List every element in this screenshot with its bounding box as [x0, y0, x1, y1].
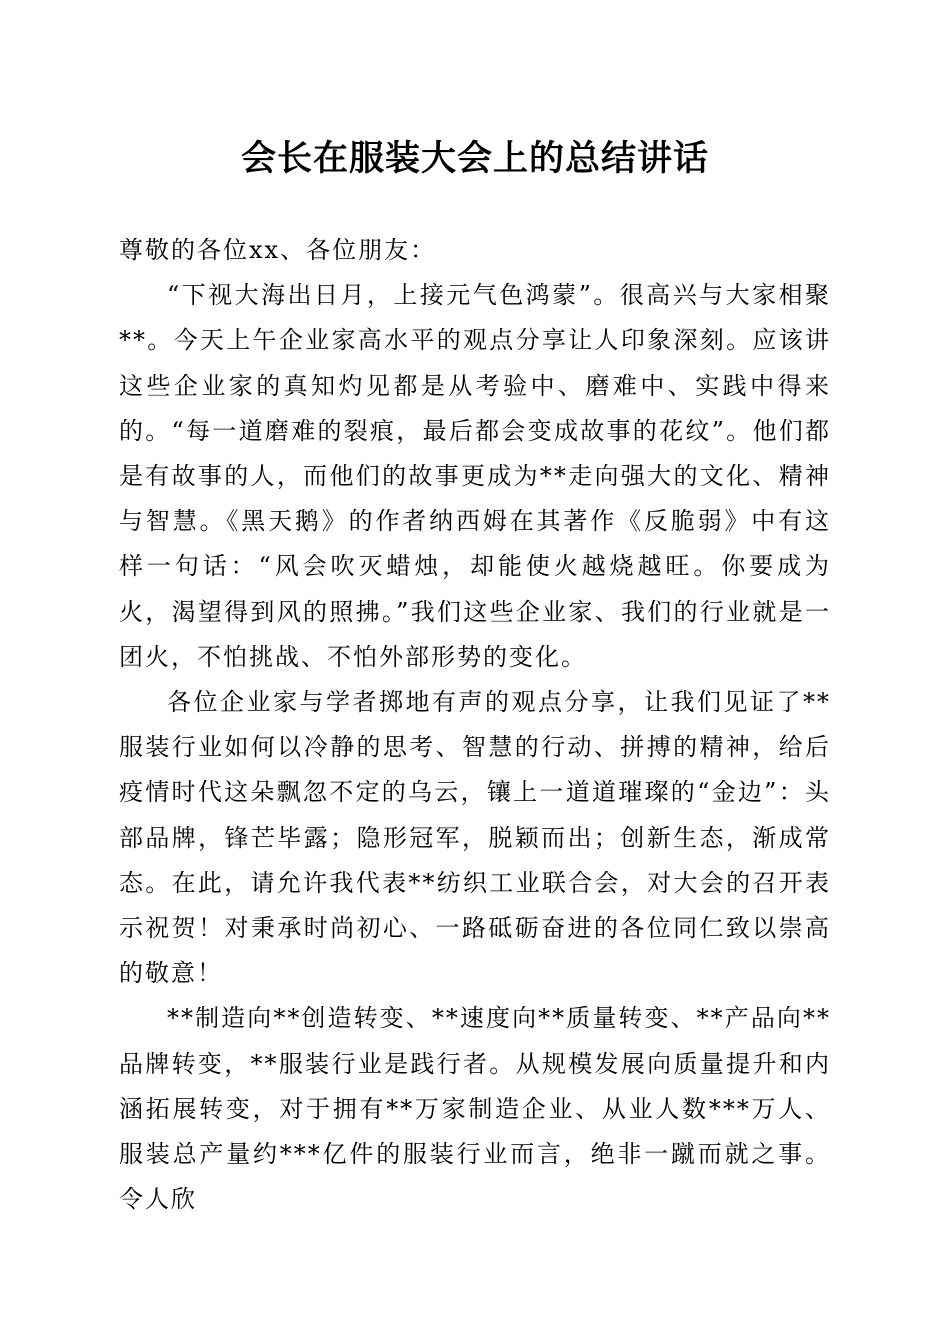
salutation: 尊敬的各位xx、各位朋友：	[119, 236, 437, 264]
paragraph-3: **制造向**创造转变、**速度向**质量转变、**产品向**品牌转变，**服装行业是践行者。从规模发展向质量提升和内涵拓展转变，对于拥有**万家制造企业、从业人数***万人、服装总产量约***亿件的服装行业而言，绝非一蹴而就之事。令人欣	[119, 1004, 831, 1214]
paragraph-2: 各位企业家与学者掷地有声的观点分享，让我们见证了**服装行业如何以冷静的思考、智慧的行动、拼搏的精神，给后疫情时代这朵飘忽不定的乌云，镶上一道道璀璨的“金边”：头部品牌，锋芒毕露；隐形冠军，脱颖而出；创新生态，渐成常态。在此，请允许我代表**纺织工业联合会，对大会的召开表示祝贺！对秉承时尚初心、一路砥砺奋进的各位同仁致以崇高的敬意！	[119, 688, 831, 988]
paragraph-1: “下视大海出日月，上接元气色鸿蒙”。很高兴与大家相聚**。今天上午企业家高水平的观点分享让人印象深刻。应该讲这些企业家的真知灼见都是从考验中、磨难中、实践中得来的。“每一道磨难的裂痕，最后都会变成故事的花纹”。他们都是有故事的人，而他们的故事更成为**走向强大的文化、精神与智慧。《黑天鹅》的作者纳西姆在其著作《反脆弱》中有这样一句话：“风会吹灭蜡烛，却能使火越烧越旺。你要成为火，渴望得到风的照拂。”我们这些企业家、我们的行业就是一团火，不怕挑战、不怕外部形势的变化。	[119, 281, 831, 671]
document-title: 会长在服装大会上的总结讲话	[240, 138, 709, 179]
document-body	[119, 228, 831, 1222]
